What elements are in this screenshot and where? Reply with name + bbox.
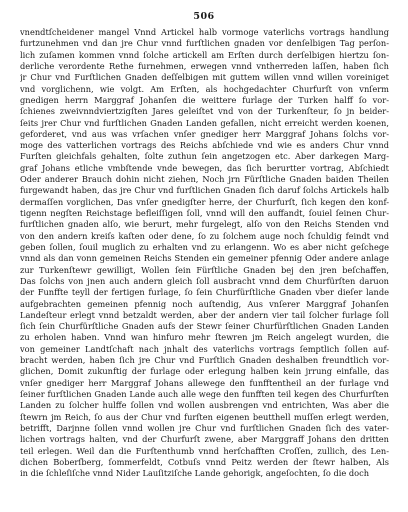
text-line: aufgebrachten gemeinen pfennig noch auſtendig, Aus vnſerer Marggraf Johanſen: [20, 298, 389, 309]
text-line: von den andern kreiſs kaſten oder dene, ſo zu ſolchem auge noch ſchuldig feindt vnd: [20, 230, 389, 241]
text-line: Landeſteur erlegt vnnd betzaldt werden, aber der andern vier tail ſolcher furlage ſoll: [20, 309, 389, 320]
text-line: in die ſchleſiſche vnnd Nider Lauſitziſche Lande gehorigk, angeſochten, ſo die doch: [20, 468, 370, 479]
text-line: vnſer gnediger herr Marggraf Johans allewege den funfftentheil an der furlage vnd: [20, 377, 389, 388]
text-line: gnedigen herrn Marggraf Johanſen die weittere furlage der Turken halff ſo vor-: [20, 94, 389, 105]
text-line: dermaſſen vorglichen, Das vnſer gnedigſter herre, der Churfurſt, ſich kegen den konf-: [20, 196, 389, 207]
text-line: dichen Boberſberg, ſommerfeldt, Cotbuſs vnnd Peitz werden der ſtewr halben, Als: [20, 456, 389, 467]
text-line: furſtlichen gnaden alſo, wie berurt, mehr furgelegt, alſo von den Reichs Stenden vnd: [20, 219, 389, 230]
text-line: Das ſolchs von jnen auch andern gleich ſoll ausbracht vnnd dem Churfürſten daruon: [20, 275, 389, 286]
text-line: derliche verordente Rethe furnehmen, erwegen vnnd vntherreden laſſen, haben ſich: [20, 60, 389, 71]
text-line: ſich ſein Churfürſtliche Gnaden aufs der Stewr ſeiner Churfürſtlichen Gnaden Landen: [20, 321, 389, 332]
text-line: von gemeiner Landtſchaft nach jnhalt des vaterlichs vortrags ſemptlich ſollen auf-: [20, 343, 389, 354]
text-line: vnendtſcheidener mangel Vnnd Artickel halb vormoge vaterlichs vortrags handlung: [20, 27, 389, 37]
text-line: zu erholen haben. Vnnd wan hinfuro mehr ſtewren jm Reich angelegt wurden, die: [20, 332, 389, 343]
text-line: bracht werden, haben ſich jre Chur vnd Furſtlich Gnaden deshalben freundtlich vor-: [20, 355, 389, 366]
text-line: furtzunehmen vnd dan jre Chur vnnd furſtlichen gnaden vor denſelbigen Tag perſon-: [20, 38, 389, 49]
text-line: geforderet, vnd aus was vrſachen vnſer gnediger herr Marggraf Johans ſolchs vor-: [20, 128, 389, 139]
text-line: jr Chur vnd Furſtlichen Gnaden deſſelbigen mit guttem willen vnnd willen voreiniget: [20, 72, 389, 83]
body-text: [20, 27, 389, 480]
text-line: graf Johans etliche vmbſtende vnde bewegen, das ſich berurtter vortrag, Abſchiedt: [20, 162, 389, 173]
text-line: geben ſollen, ſouil muglich zu erhalten vnd zu erlangenn. Wo es aber nicht geſchege: [20, 241, 389, 252]
text-line: vnnd als dan vonn gemeinen Reichs Stenden ein gemeiner pfennig Oder andere anlage: [20, 253, 389, 264]
text-line: furgewandt haben, das jre Chur vnd furſtlichen Gnaden ſich daruf ſolchs Artickels halb: [20, 185, 389, 196]
text-line: ſchienes zweivnndviertzigſten Jares geleiſtet vnd von der Turkenſteur, ſo jn beider-: [20, 106, 389, 117]
text-line: der Funffte teyll der fertigen furlage, ſo ſein Churfürſtliche Gnaden vber dieſer lande: [20, 287, 389, 298]
page-number: 506: [193, 11, 215, 22]
text-line: Oder anderer Brauch dohin nicht ziehen, Noch jrn Fürſtliche Gnaden baiden Theilen: [20, 174, 389, 185]
text-line: Landen zu ſolcher hulffe ſollen vnd wollen ausbrengen vnd entrichten, Was aber die: [20, 400, 389, 411]
text-line: tigenn negſten Reichstage befleiſſigen ſoll, vnnd will den auffandt, ſouiel ſeinen Chur-: [20, 208, 389, 218]
text-line: ſeiner furſtlichen Gnaden Lande auch alle wege den funfften teil kegen des Churfurſten: [20, 389, 389, 399]
text-line: lichen vortrags halten, vnd der Churfurſt zwene, aber Marggraff Johans den dritten: [20, 434, 389, 445]
text-line: vnd vorglichenn, wie volgt. Am Erſten, als hochgedachter Churfurſt von vnſerm: [20, 83, 389, 94]
text-line: zur Turkenſtewr gewilligt, Wollen ſein Fürſtliche Gnaden bej den jren beſchaffen,: [20, 264, 389, 275]
text-line: lich zuſamen kommen vnnd ſolche artickell am Erſten durch derſelbigen hiertzu ſon-: [20, 49, 389, 60]
text-line: betrifft, Darjnne ſollen vnnd wollen jre Chur vnd furſtlichen Gnaden ſich des vater-: [20, 422, 389, 433]
text-line: teil erlegen. Weil dan die Furſtenthumb vnnd herſchafften Croſſen, zullich, des Len-: [20, 445, 389, 456]
text-line: ſeits jrer Chur vnd furſtlichen Gnaden Landen gefallen, nicht erreicht werden koenen,: [20, 117, 389, 128]
text-line: moge des vatterlichen vortrags des Reichs abſchiede vnd wie es anders Chur vnnd: [20, 140, 389, 151]
text-line: Furſten gleichfals gehalten, ſolte zuthun ſein angetzogen etc. Aber darkegen Marg-: [20, 151, 389, 162]
text-line: glichen, Domit zukunftig der furlage oder erlegung halben kein jrrung einfalle, das: [20, 366, 389, 377]
text-line: ſtewrn jm Reich, ſo aus der Chur vnd furſten eigenen beutthell muſſen erlegt werden,: [20, 411, 389, 422]
